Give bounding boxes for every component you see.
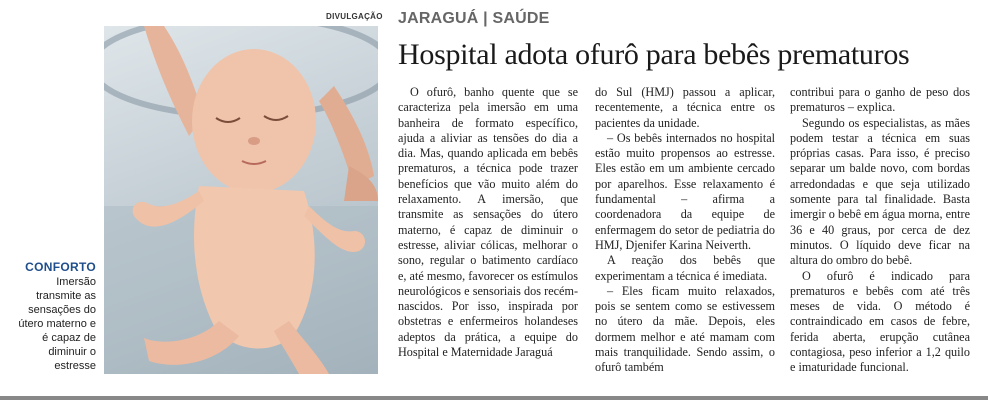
paragraph: do Sul (HMJ) passou a aplicar, recentemente, a técnica entre os pacientes da unidade. (595, 85, 775, 130)
paragraph: O ofurô é indicado para prematuros e bebês com até três meses de vida. O método é contraindicado em casos de febre, ferida aberta, erupção cutânea contagiosa, peso inferior a 1,2 quilo e imaturidade funcional. (790, 268, 970, 375)
photo-caption (14, 260, 96, 373)
paragraph: contribui para o ganho de peso dos prematuros – explica. (790, 85, 970, 115)
article-photo (104, 26, 378, 374)
caption-title: CONFORTO (25, 260, 96, 274)
paragraph: Segundo os especialistas, as mães podem testar a técnica em suas próprias casas. Para isso, é preciso separar um balde novo, com bordas arredondadas e que seja utilizado somente para tal finalidade. Basta imergir o bebê em água morna, entre 36 e 40 graus, por cerca de dez minutos. O líquido deve ficar na altura do ombro do bebê. (790, 115, 970, 268)
paragraph: A reação dos bebês que experimentam a técnica é imediata. (595, 253, 775, 283)
article-column-3 (790, 85, 970, 376)
article-column-1 (398, 85, 578, 360)
baby-in-bucket-illustration (104, 26, 378, 374)
paragraph: – Os bebês internados no hospital estão muito propensos ao estresse. Eles estão em um ambiente cercado por aparelhos. Esse relaxamento é fundamental – afirma a coordenadora da equipe de enfermagem do setor de pediatria do HMJ, Djenifer Karina Neiverth. (595, 130, 775, 252)
photo-credit: DIVULGAÇÃO (326, 12, 383, 21)
section-label: JARAGUÁ | SAÚDE (398, 10, 550, 27)
bottom-rule (0, 396, 988, 400)
paragraph: O ofurô, banho quente que se caracteriza pela imersão em uma banheira de formato específico, ajuda a aliviar as tensões do dia a dia. Mas, quando aplicada em bebês prematuros, a técnica pode trazer benefícios que vão muito além do relaxamento. A imersão, que transmite as sensações do útero materno, é capaz de diminuir o estresse, aliviar cólicas, melhorar o sono, regular o batimento cardíaco e, até mesmo, favorecer os estímulos neurológicos e sensoriais dos recém-nascidos. Por isso, inspirada por obstetras e enfermeiros holandeses adeptos da prática, a equipe do Hospital e Maternidade Jaraguá (398, 85, 578, 360)
article-column-2 (595, 85, 775, 376)
caption-text: Imersão transmite as sensações do útero materno e é capaz de diminuir o estresse (18, 276, 96, 372)
paragraph: – Eles ficam muito relaxados, pois se sentem como se estivessem no útero da mãe. Depois, eles dormem melhor e até mamam com mais tranquilidade. Sendo assim, o ofurô também (595, 283, 775, 375)
article-headline: Hospital adota ofurô para bebês prematuros (398, 38, 910, 71)
